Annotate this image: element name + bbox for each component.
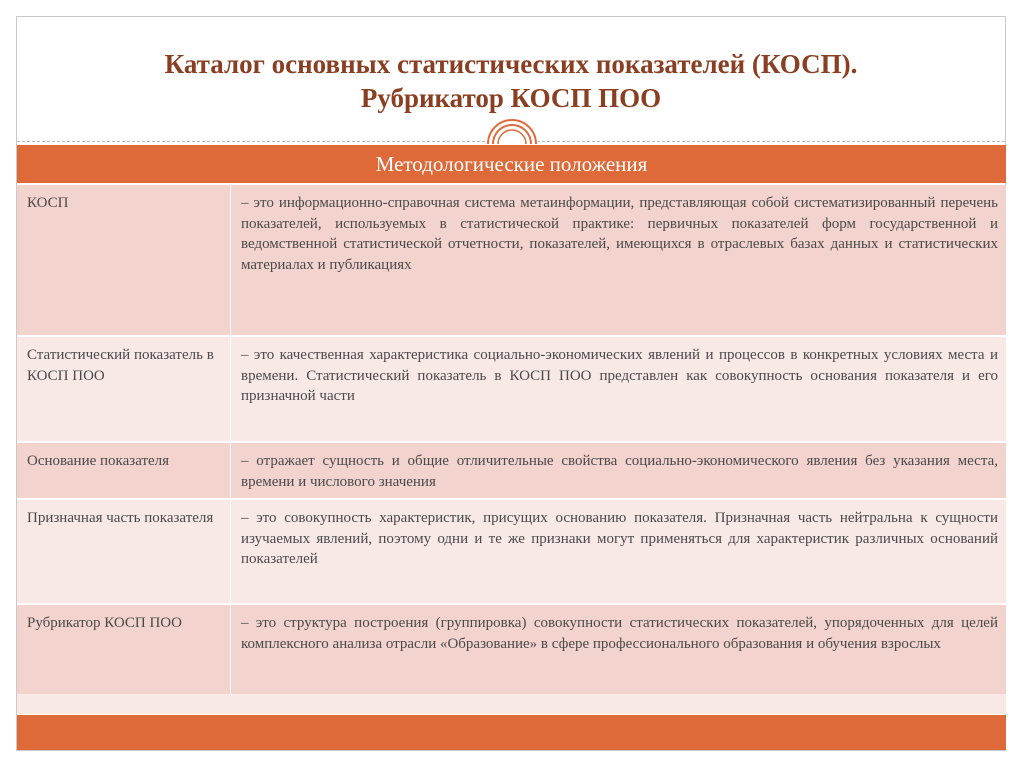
table-blank-row	[17, 694, 1006, 714]
term-cell: Рубрикатор КОСП ПОО	[17, 605, 231, 694]
footer-bar	[17, 715, 1006, 750]
page-title-line-2: Рубрикатор КОСП ПОО	[360, 83, 662, 113]
page-title-line-1: Каталог основных статистических показателей (КОСП).	[164, 49, 858, 79]
term-cell: Статистический показатель в КОСП ПОО	[17, 337, 231, 441]
table-header: Методологические положения	[17, 145, 1006, 183]
double-arc-ornament-icon	[486, 116, 538, 144]
table-row	[17, 443, 1006, 498]
term-cell: Призначная часть показателя	[17, 500, 231, 603]
definition-cell: – это совокупность характеристик, присущих основанию показателя. Призначная часть нейтральна к сущности изучаемых явлений, поэтому одни и те же признаки могут применяться для характеристик различных оснований показателей	[241, 510, 998, 567]
definition-cell: – это качественная характеристика социально-экономических явлений и процессов в конкретных условиях места и времени. Статистический показатель в КОСП ПОО представлен как совокупность основания показателя и его призначной части	[241, 347, 998, 404]
page-title	[17, 47, 1005, 115]
term-cell: КОСП	[17, 185, 231, 335]
definition-cell: – отражает сущность и общие отличительные свойства социально-экономического явления без указания места, времени и числового значения	[241, 453, 998, 490]
definition-cell: – это структура построения (группировка) совокупности статистических показателей, упорядоченных для целей комплексного анализа отрасли «Образование» в сфере профессионального образования и обучения взрослых	[241, 615, 998, 652]
table-row	[17, 337, 1006, 441]
table-row	[17, 605, 1006, 694]
table-row	[17, 500, 1006, 603]
term-cell: Основание показателя	[17, 443, 231, 498]
table-row	[17, 185, 1006, 335]
definition-cell: – это информационно-справочная система метаинформации, представляющая собой систематизированный перечень показателей, используемых в статистической практике: первичных показателей форм государственной и ведомственной статистической отчетности, показателей, имеющихся в отраслевых базах данных и статистических материалах и публикациях	[241, 195, 998, 273]
